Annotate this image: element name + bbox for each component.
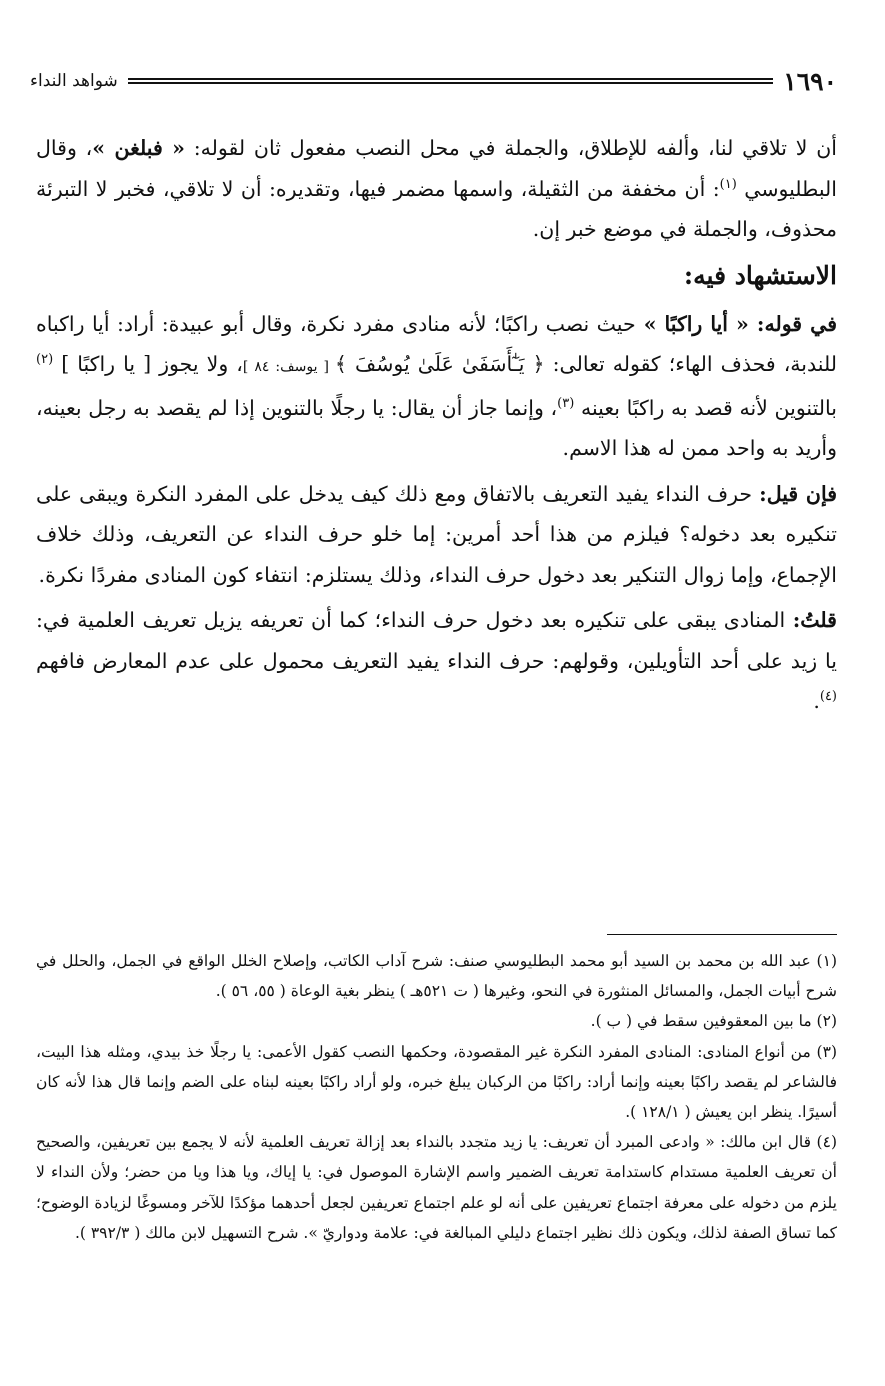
footnote-2: (٢) ما بين المعقوفين سقط في ( ب ). [590,1012,837,1031]
footnote-separator [607,934,837,935]
paragraph-2-text-e: ، وإنما جاز أن يقال: يا رجلًا بالتنوين إذا لم يقصد به رجل بعينه، وأريد به واحد ممن له هذا الاسم. [36,395,837,460]
paragraph-1-text-d: : أن مخففة من الثقيلة، واسمها مضمر فيها، وتقديره: أن لا تلاقي، فخبر لا التبرئة محذوف، والجملة في موضع خبر إن. [36,176,837,241]
verse-citation: [ يوسف: ٨٤ ] [242,359,335,375]
paragraph-3-lead: فإن قيل: [759,481,837,506]
page-number: ١٦٩٠ [783,66,837,96]
section-heading: الاستشهاد فيه: [683,260,837,290]
paragraph-2-text-c: ، ولا يجوز [ يا راكبًا ] [53,352,243,376]
paragraph-3-text: حرف النداء يفيد التعريف بالاتفاق ومع ذلك كيف يدخل على المفرد النكرة ويبقى على تنكيره بعد دخوله؟ فيلزم من هذا أحد أمرين: إما خلو حرف النداء عن التعريف، وذلك خلاف الإجماع، وإما زوال التنكير بعد دخول حرف النداء، وذلك يستلزم: انتفاء كون المنادى مفردًا نكرة. [36,481,837,587]
paragraph-4-lead: قلتُ: [792,608,837,632]
footnote-3: (٣) من أنواع المنادى: المنادى المفرد النكرة غير المقصودة، وحكمها النصب كقول الأعمى: يا رجلًا خذ بيدي، ومثله هذا البيت، فالشاعر لم يقصد راكبًا بعينه وإنما أراد: راكبًا من الركبان يبلغ خبره، ولو أراد راكبًا بعينه لبناه على الضم وإنما قال هذا لأنه كان أسيرًا. ينظر ابن يعيش ( ١٢٨/١ ). [36,1042,837,1122]
page-header [30,66,837,96]
paragraph-1 [36,128,837,250]
footnote-ref-3[interactable]: (٣) [557,395,575,411]
header-rule [128,78,774,84]
footnote-ref-1[interactable]: (١) [719,176,737,192]
paragraph-2 [36,304,837,469]
quoted-word: « فبلغن » [92,136,185,160]
quoted-phrase: « أيا راكبًا » [635,311,757,336]
paragraph-3 [36,474,837,596]
paragraph-4-end: . [813,689,820,713]
paragraph-4-text: المنادى يبقى على تنكيره بعد دخول حرف النداء؛ كما أن تعريفه يزيل تعريف العلمية في: يا زيد على أحد التأويلين، وقولهم: حرف النداء يفيد التعريف محمول على عدم المعارض فافهم [36,608,837,673]
running-title: شواهد النداء [30,71,118,91]
paragraph-4 [36,600,837,722]
footnote-ref-2[interactable]: (٢) [36,352,54,368]
footnote-ref-4[interactable]: (٤) [819,689,837,705]
paragraph-2-text-d: بالتنوين لأنه قصد به راكبًا بعينه [574,395,837,420]
quran-verse: ﴿ يَـٰٓأَسَفَىٰ عَلَىٰ يُوسُفَ ﴾ [334,352,545,376]
paragraph-2-text-b: حيث نصب راكبًا؛ لأنه منادى مفرد نكرة، وقال أبو عبيدة: أراد: أيا راكباه للندبة، فحذف الهاء؛ كقوله تعالى: [36,311,837,376]
paragraph-1-text-a: أن لا تلاقي لنا، وألفه للإطلاق، والجملة في محل النصب مفعول ثان لقوله: [184,136,837,160]
paragraph-1-text-c: ، وقال البطليوسي [36,136,837,201]
paragraph-2-lead: في قوله: [756,311,838,336]
footnotes [36,946,837,1248]
footnote-1: (١) عبد الله بن محمد بن السيد أبو محمد البطليوسي صنف: شرح آداب الكاتب، وإصلاح الخلل الواقع في الجمل، والحلل في شرح أبيات الجمل، والمسائل المنثورة في النحو، وغيرها ( ت ٥٢١هـ ) ينظر بغية الوعاة ( ٥٥، ٥٦ ). [36,952,837,1001]
footnote-4: (٤) قال ابن مالك: « وادعى المبرد أن تعريف: يا زيد متجدد بالنداء بعد إزالة تعريف العلمية لأنه لا يجمع بين تعريفين، والصحيح أن تعريف العلمية مستدام كاستدامة تعريف الضمير واسم الإشارة الموصول في: يا إياك، ويا هذا ويا من حضر؛ ولأن النداء لا يلزم من دخوله على معرفة اجتماع تعريفين على أنه لو علم اجتماع تعريفين لجعل أحدهما مؤكدًا للآخر ومسوغًا لزيادة الوضوح؛ كما تساق الصفة لذلك، ويكون ذلك نظير اجتماع دليلي المبالغة في: علامة ودواريّ ». شرح التسهيل لابن مالك ( ٣٩٢/٣ ). [36,1133,837,1242]
main-text [36,128,837,727]
